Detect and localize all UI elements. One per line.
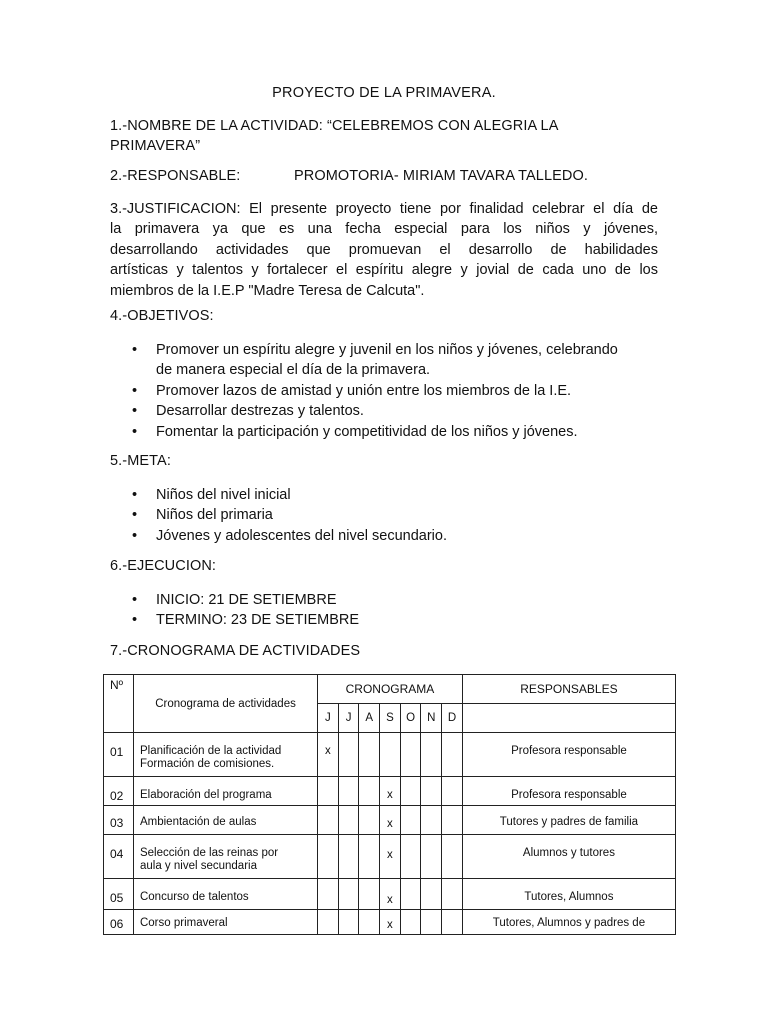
list-item: • Promover un espíritu alegre y juvenil en los niños y jóvenes, celebrando [110, 340, 658, 360]
month-cell: J [338, 704, 359, 733]
bullet-icon: • [132, 592, 138, 608]
month-cell: S [380, 704, 401, 733]
bullet-icon: • [132, 527, 138, 544]
objetivos-list [110, 340, 658, 442]
mark-cell [338, 806, 359, 835]
mark-cell [421, 879, 442, 910]
mark-cell [400, 733, 421, 777]
row-num: 05 [104, 879, 134, 910]
mark-cell [380, 733, 401, 777]
mark-cell [318, 806, 339, 835]
list-item: • Jóvenes y adolescentes del nivel secundario. [110, 526, 658, 546]
month-cell: D [442, 704, 463, 733]
list-item: • Desarrollar destrezas y talentos. [110, 401, 658, 421]
cronograma-heading: 7.-CRONOGRAMA DE ACTIVIDADES [110, 643, 361, 659]
mark-cell [442, 835, 463, 879]
mark-cell [359, 835, 380, 879]
mark-cell [359, 733, 380, 777]
mark-cell [318, 777, 339, 806]
mark-cell [400, 910, 421, 935]
bullet-icon: • [132, 507, 138, 524]
row-num: 02 [104, 777, 134, 806]
mark-cell [338, 835, 359, 879]
row-responsable: Alumnos y tutores [462, 835, 675, 879]
mark-cell [400, 879, 421, 910]
mark-cell [359, 910, 380, 935]
table-row [104, 733, 676, 777]
responsables-header: RESPONSABLES [462, 675, 675, 704]
mark-cell [400, 806, 421, 835]
mark-cell [338, 733, 359, 777]
mark-cell [338, 777, 359, 806]
bullet-icon: • [132, 612, 138, 629]
table-row [104, 806, 676, 835]
mark-cell: x [380, 806, 401, 835]
table-row [104, 777, 676, 806]
list-item: • Niños del primaria [110, 505, 658, 525]
bullet-icon: • [132, 423, 138, 440]
mark-cell [359, 777, 380, 806]
row-num: 04 [104, 835, 134, 879]
document-title: PROYECTO DE LA PRIMAVERA. [272, 85, 496, 101]
mark-cell [421, 910, 442, 935]
mark-cell: x [380, 910, 401, 935]
activity-header: Cronograma de actividades [133, 675, 317, 733]
responsable-value: PROMOTORIA- MIRIAM TAVARA TALLEDO. [294, 168, 588, 184]
row-activity: Planificación de la actividad Formación de comisiones. [133, 733, 317, 777]
activity-name-line-1: 1.-NOMBRE DE LA ACTIVIDAD: “CELEBREMOS CON ALEGRIA LA [110, 118, 559, 134]
ejecucion-list [110, 590, 658, 631]
mark-cell [442, 733, 463, 777]
row-responsable: Tutores, Alumnos y padres de [462, 910, 675, 935]
mark-cell [442, 806, 463, 835]
mark-cell [338, 879, 359, 910]
bullet-icon: • [132, 382, 138, 399]
mark-cell [400, 835, 421, 879]
row-activity: Ambientación de aulas [133, 806, 317, 835]
list-item: de manera especial el día de la primavera. [156, 362, 431, 379]
ejecucion-heading: 6.-EJECUCION: [110, 558, 217, 574]
month-cell: O [400, 704, 421, 733]
mark-cell: x [380, 879, 401, 910]
meta-heading: 5.-META: [110, 453, 171, 469]
row-activity: Corso primaveral [133, 910, 317, 935]
mark-cell: x [318, 733, 339, 777]
list-item: • Niños del nivel inicial [110, 485, 658, 505]
table-row [104, 910, 676, 935]
mark-cell [421, 777, 442, 806]
row-responsable: Profesora responsable [462, 777, 675, 806]
mark-cell [359, 806, 380, 835]
justificacion-line: miembros de la I.E.P "Madre Teresa de Calcuta". [110, 282, 425, 299]
table-row [104, 835, 676, 879]
mark-cell [442, 777, 463, 806]
mark-cell [318, 910, 339, 935]
empty-cell [462, 704, 675, 733]
row-responsable: Profesora responsable [462, 733, 675, 777]
month-cell: J [318, 704, 339, 733]
justificacion-paragraph [110, 199, 658, 301]
mark-cell [421, 835, 442, 879]
month-cell: A [359, 704, 380, 733]
list-item: • Promover lazos de amistad y unión entre los miembros de la I.E. [110, 381, 658, 401]
row-responsable: Tutores y padres de familia [462, 806, 675, 835]
meta-list [110, 485, 658, 546]
row-responsable: Tutores, Alumnos [462, 879, 675, 910]
mark-cell [338, 910, 359, 935]
justificacion-line: desarrollando actividades que promuevan el desarrollo de habilidades [110, 241, 658, 258]
cronograma-table [103, 674, 676, 935]
mark-cell: x [380, 777, 401, 806]
bullet-icon: • [132, 403, 138, 420]
row-num: 06 [104, 910, 134, 935]
row-num: 01 [104, 733, 134, 777]
objetivos-heading: 4.-OBJETIVOS: [110, 308, 214, 324]
justificacion-line: la primavera ya que es una fecha especial para los niños y jóvenes, [110, 221, 658, 238]
activity-name-line-2: PRIMAVERA” [110, 138, 201, 154]
mark-cell [359, 879, 380, 910]
mark-cell [442, 910, 463, 935]
mark-cell: x [380, 835, 401, 879]
mark-cell [421, 806, 442, 835]
justificacion-line: 3.-JUSTIFICACION: El presente proyecto tiene por finalidad celebrar el día de [110, 201, 658, 217]
mark-cell [400, 777, 421, 806]
mark-cell [318, 879, 339, 910]
bullet-icon: • [132, 487, 138, 503]
month-cell: N [421, 704, 442, 733]
mark-cell [442, 879, 463, 910]
table-row [104, 879, 676, 910]
row-num: 03 [104, 806, 134, 835]
num-header: Nº [104, 675, 134, 733]
mark-cell [318, 835, 339, 879]
responsable-label: 2.-RESPONSABLE: [110, 168, 241, 184]
mark-cell [421, 733, 442, 777]
bullet-icon: • [132, 342, 138, 358]
row-activity: Selección de las reinas por aula y nivel secundaria [133, 835, 317, 879]
table-header-row [104, 675, 676, 704]
row-activity: Concurso de talentos [133, 879, 317, 910]
list-item: • TERMINO: 23 DE SETIEMBRE [110, 610, 658, 630]
list-item: • Fomentar la participación y competitividad de los niños y jóvenes. [110, 422, 658, 442]
justificacion-line: artísticas y talentos y fortalecer el espíritu alegre y jovial de cada uno de los [110, 262, 658, 279]
cronograma-header: CRONOGRAMA [318, 675, 463, 704]
row-activity: Elaboración del programa [133, 777, 317, 806]
list-item: • INICIO: 21 DE SETIEMBRE [110, 590, 658, 610]
